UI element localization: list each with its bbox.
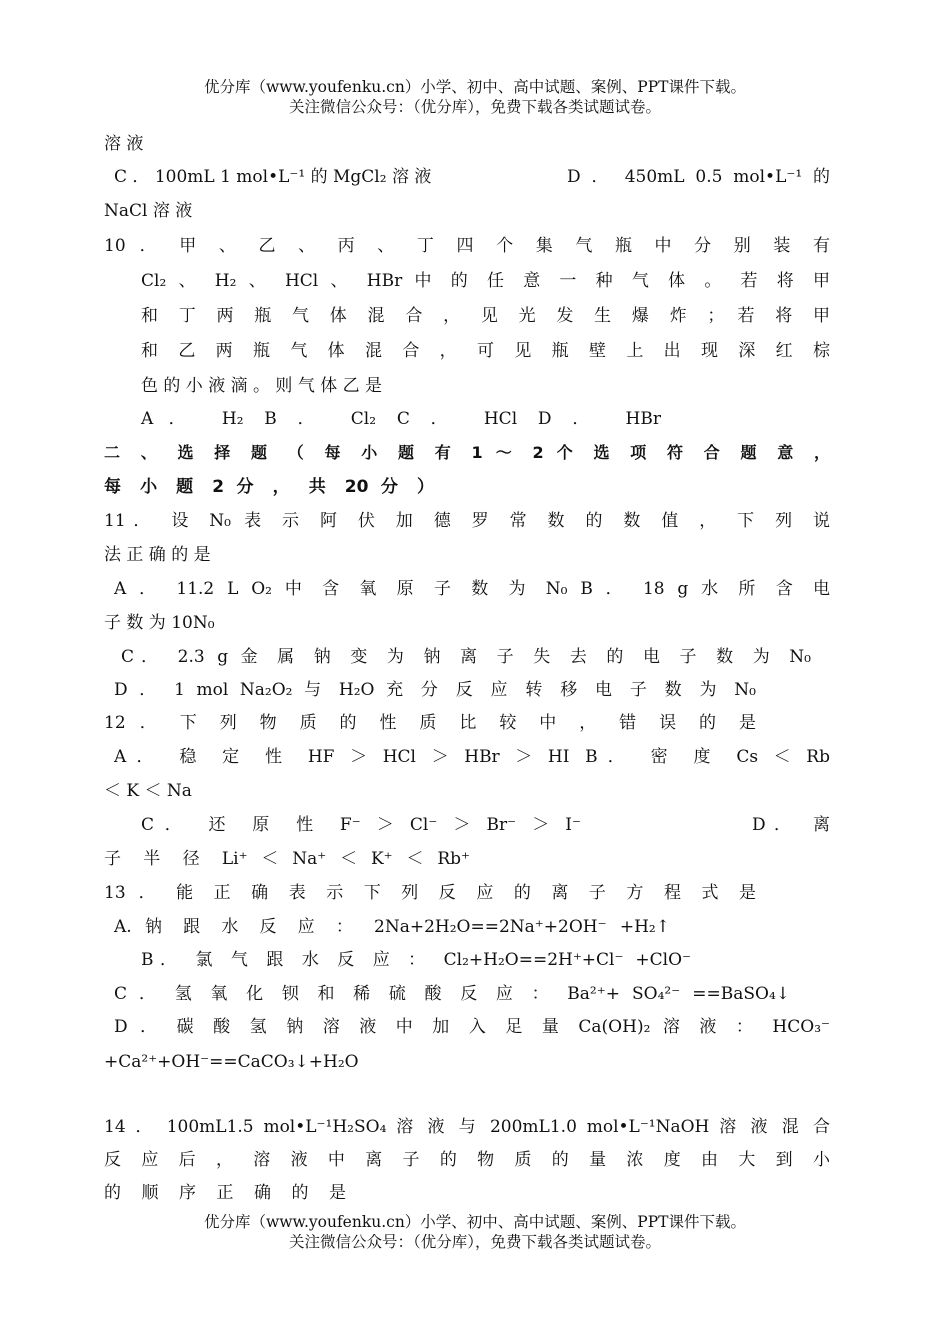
q9-option-c: C ． 100mL 1 mol•L⁻¹ 的 MgCl₂ 溶 液 [114, 167, 432, 187]
header-line-1: 优分库（www.youfenku.cn）小学、初中、高中试题、案例、PPT课件下载。 [203, 78, 747, 96]
q9-option-d: D ． 450mL 0.5 mol•L⁻¹ 的 [567, 167, 830, 187]
header-line-2: 关注微信公众号：（优分库），免费下载各类试题试卷。 [288, 98, 661, 116]
q13-option-b: B． 氯 气 跟 水 反 应 ： Cl₂+H₂O==2H⁺+Cl⁻ +ClO⁻ [141, 950, 691, 970]
q12-option-d-continuation: 子 半 径 Li⁺ ＜ Na⁺ ＜ K⁺ ＜ Rb⁺ [104, 849, 470, 869]
q13-option-d-continuation: +Ca²⁺+OH⁻==CaCO₃↓+H₂O [104, 1052, 359, 1072]
q12-option-d: D． 离 [752, 815, 830, 835]
page-header [0, 77, 950, 117]
q11-options-ab: A ． 11.2 L O₂ 中 含 氧 原 子 数 为 N₀ B ． 18 g 水 所 含 电 [114, 579, 830, 599]
q11-options-ab-continuation: 子 数 为 10N₀ [104, 613, 215, 633]
footer-line-1: 优分库（www.youfenku.cn）小学、初中、高中试题、案例、PPT课件下载。 [203, 1213, 747, 1231]
q10-line-2: Cl₂ 、 H₂ 、 HCl 、 HBr 中 的 任 意 一 种 气 体 。 若 将 甲 [141, 271, 830, 291]
q11-option-c: C． 2.3 g 金 属 钠 变 为 钠 离 子 失 去 的 电 子 数 为 N₀ [121, 647, 811, 667]
q14-line-2: 反 应 后 ， 溶 液 中 离 子 的 物 质 的 量 浓 度 由 大 到 小 [104, 1150, 830, 1170]
q11-line-1: 11． 设 N₀ 表 示 阿 伏 加 德 罗 常 数 的 数 值 ， 下 列 说 [104, 511, 830, 531]
page-footer [0, 1212, 950, 1252]
q12-options-ab-continuation: ＜ K ＜ Na [104, 781, 192, 801]
q13-option-d: D ． 碳 酸 氢 钠 溶 液 中 加 入 足 量 Ca(OH)₂ 溶 液 ： HCO₃⁻ [114, 1017, 830, 1037]
section-2-title-line-2: 每 小 题 2 分 ， 共 20 分 ） [104, 477, 434, 497]
q12-options-ab: A． 稳 定 性 HF ＞ HCl ＞ HBr ＞ HI B． 密 度 Cs ＜ Rb [114, 747, 830, 767]
q12-option-c: C． 还 原 性 F⁻ ＞ Cl⁻ ＞ Br⁻ ＞ I⁻ [141, 815, 581, 835]
q13-option-a: A. 钠 跟 水 反 应 ： 2Na+2H₂O==2Na⁺+2OH⁻ +H₂↑ [114, 917, 670, 937]
q10-line-3: 和 丁 两 瓶 气 体 混 合 ， 见 光 发 生 爆 炸 ； 若 将 甲 [141, 306, 830, 326]
q10-line-1: 10 ． 甲 、 乙 、 丙 、 丁 四 个 集 气 瓶 中 分 别 装 有 [104, 236, 830, 256]
q9-continuation: 溶 液 [104, 134, 144, 154]
q14-line-3: 的 顺 序 正 确 的 是 [104, 1183, 346, 1203]
q11-line-2: 法 正 确 的 是 [104, 545, 211, 565]
q10-options: A． H₂ B ． Cl₂ C ． HCl D ． HBr [141, 409, 661, 429]
section-2-title-line-1: 二 、 选 择 题 （ 每 小 题 有 1 ～ 2 个 选 项 符 合 题 意 ， [104, 443, 830, 462]
q12-line-1: 12 ． 下 列 物 质 的 性 质 比 较 中 ， 错 误 的 是 [104, 713, 756, 733]
footer-line-2: 关注微信公众号：（优分库），免费下载各类试题试卷。 [288, 1233, 661, 1251]
q11-option-d: D ． 1 mol Na₂O₂ 与 H₂O 充 分 反 应 转 移 电 子 数 为 N₀ [114, 680, 756, 700]
q14-line-1: 14 ． 100mL1.5 mol•L⁻¹H₂SO₄ 溶 液 与 200mL1.0 mol•L⁻¹NaOH 溶 液 混 合 [104, 1117, 830, 1137]
q10-line-4: 和 乙 两 瓶 气 体 混 合 ， 可 见 瓶 壁 上 出 现 深 红 棕 [141, 341, 830, 361]
q9-option-d-continuation: NaCl 溶 液 [104, 201, 193, 221]
q13-option-c: C ． 氢 氧 化 钡 和 稀 硫 酸 反 应 ： Ba²⁺+ SO₄²⁻ ==BaSO₄↓ [114, 984, 790, 1004]
q10-line-5: 色 的 小 液 滴 。 则 气 体 乙 是 [141, 376, 383, 396]
q13-line-1: 13 ． 能 正 确 表 示 下 列 反 应 的 离 子 方 程 式 是 [104, 883, 756, 903]
